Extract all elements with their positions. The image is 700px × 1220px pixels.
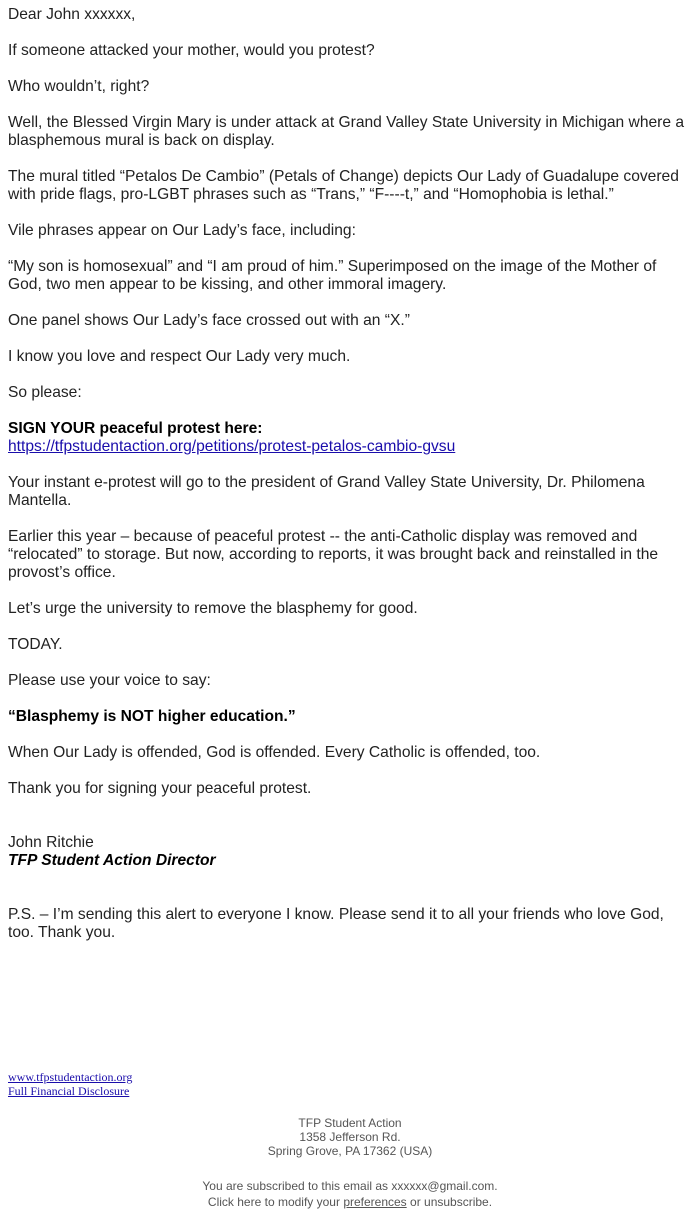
paragraph: Let’s urge the university to remove the blasphemy for good. <box>8 600 418 617</box>
org-name: TFP Student Action <box>298 1116 402 1130</box>
paragraph: Well, the Blessed Virgin Mary is under attack at Grand Valley State University in Michigan where a blasphemous mural is back on display. <box>8 114 685 149</box>
modify-suffix: or unsubscribe. <box>406 1195 493 1209</box>
paragraph: Who wouldn’t, right? <box>8 78 150 95</box>
quote: “Blasphemy is NOT higher education.” <box>8 708 296 725</box>
paragraph: TODAY. <box>8 636 63 653</box>
paragraph: If someone attacked your mother, would you protest? <box>8 42 375 59</box>
greeting: Dear John xxxxxx, <box>8 6 136 23</box>
cta-heading: SIGN YOUR peaceful protest here: <box>8 420 263 437</box>
postscript: P.S. – I’m sending this alert to everyone I know. Please send it to all your friends who love God, too. Thank you. <box>8 906 664 941</box>
paragraph: I know you love and respect Our Lady very much. <box>8 348 351 365</box>
website-link[interactable]: www.tfpstudentaction.org <box>8 1070 133 1084</box>
street-address: 1358 Jefferson Rd. <box>299 1130 401 1144</box>
preferences-link[interactable]: preferences <box>343 1195 407 1209</box>
modify-preferences-line <box>0 1194 700 1210</box>
city-address: Spring Grove, PA 17362 (USA) <box>267 1144 433 1158</box>
subscribed-text: You are subscribed to this email as xxxxxx@gmail.com. <box>202 1179 498 1193</box>
paragraph: Vile phrases appear on Our Lady’s face, including: <box>8 222 356 239</box>
paragraph: When Our Lady is offended, God is offended. Every Catholic is offended, too. <box>8 744 541 761</box>
mailing-address <box>0 1116 700 1158</box>
paragraph: Thank you for signing your peaceful protest. <box>8 780 312 797</box>
subscription-notice <box>0 1178 700 1210</box>
paragraph: So please: <box>8 384 82 401</box>
paragraph: “My son is homosexual” and “I am proud of him.” Superimposed on the image of the Mother of God, two men appear to be kissing, and other immoral imagery. <box>8 258 657 293</box>
financial-disclosure-link[interactable]: Full Financial Disclosure <box>8 1084 130 1098</box>
paragraph: Your instant e-protest will go to the president of Grand Valley State University, Dr. Philomena Mantella. <box>8 474 645 509</box>
email-body <box>8 6 692 942</box>
footer-links <box>8 1070 132 1098</box>
paragraph: Please use your voice to say: <box>8 672 211 689</box>
signature-title: TFP Student Action Director <box>8 852 216 869</box>
paragraph: One panel shows Our Lady’s face crossed out with an “X.” <box>8 312 410 329</box>
paragraph: The mural titled “Petalos De Cambio” (Petals of Change) depicts Our Lady of Guadalupe covered with pride flags, pro-LGBT phrases such as “Trans,” “F----t,” and “Homophobia is lethal.” <box>8 168 679 203</box>
signature-name: John Ritchie <box>8 834 94 851</box>
modify-prefix: Click here to modify your <box>207 1195 344 1209</box>
paragraph: Earlier this year – because of peaceful protest -- the anti-Catholic display was removed and “relocated” to storage. But now, according to reports, it was brought back and reinstalled in the provost’s office. <box>8 528 659 581</box>
petition-link[interactable]: https://tfpstudentaction.org/petitions/protest-petalos-cambio-gvsu <box>8 438 456 455</box>
